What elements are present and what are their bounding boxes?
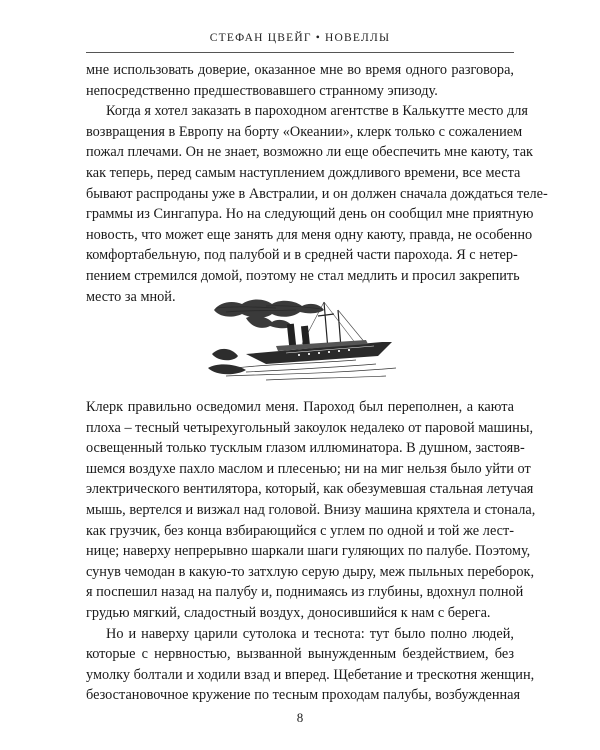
- steamship-illustration: [206, 296, 402, 382]
- text-line: непосредственно предшествовавшего странному эпизоду.: [86, 82, 438, 99]
- text-line: мне использовать доверие, оказанное мне во время одного разговора,: [86, 62, 514, 78]
- running-header: СТЕФАН ЦВЕЙГ • НОВЕЛЛЫ: [209, 32, 391, 44]
- text-line: грудью мягкий, сладостный воздух, доносившийся к нам с берега.: [86, 604, 491, 621]
- text-line: умолку болтали и ходили взад и вперед. Щебетание и трескотня женщин,: [86, 666, 535, 683]
- text-line: новость, что может еще занять для меня одну каюту, правда, не особенно: [86, 226, 533, 243]
- text-line: как теперь, перед самым наступлением дождливого времени, все места: [86, 164, 521, 181]
- text-line: которые с нервностью, вызванной вынужденным бездействием, без: [86, 646, 514, 663]
- text-block-2: [86, 397, 536, 706]
- header-rule: [86, 52, 514, 53]
- text-line: место за мной.: [86, 288, 176, 305]
- text-line: Клерк правильно осведомил меня. Пароход был переполнен, а каюта: [86, 399, 514, 415]
- text-line: комфортабельную, под палубой и в средней части парохода. Я с нетер-: [86, 247, 518, 264]
- text-line: сунув чемодан в какую-то затхлую серую дыру, меж пыльных переборок,: [86, 563, 535, 580]
- page-number: 8: [296, 710, 304, 725]
- text-line: плоха – тесный четырехугольный закоулок недалеко от паровой машины,: [86, 419, 534, 436]
- text-line: граммы из Сингапура. Но на следующий день он сообщил мне приятную: [86, 206, 534, 223]
- text-line: бывают распроданы уже в Австралии, и он должен сначала дождаться теле-: [86, 185, 548, 202]
- text-line: электрического вентилятора, который, как обезумевшая стальная летучая: [86, 481, 534, 498]
- text-line: безостановочное кружение по тесным проходам палубы, возбужденная: [86, 687, 521, 704]
- text-line: шемся воздухе пахло маслом и плесенью; ни на миг нельзя было уйти от: [86, 460, 531, 477]
- text-line: освещенный только тусклым глазом иллюминатора. В душном, застояв-: [86, 440, 525, 457]
- text-line: возвращения в Европу на борту «Океании», клерк только с сожалением: [86, 123, 523, 140]
- text-line: как грузчик, без конца взбирающийся с углем по одной и той же лест-: [86, 522, 514, 539]
- text-line: пожал плечами. Он не знает, возможно ли еще обеспечить мне каюту, так: [86, 144, 533, 161]
- text-block-1: [86, 60, 548, 307]
- text-line: я поспешил назад на палубу и, поднимаясь из глубины, вдохнул полной: [86, 584, 524, 601]
- text-line: пением стремился домой, поэтому не стал медлить и просил закрепить: [86, 267, 520, 284]
- text-line: нице; наверху непрерывно шаркали шаги гуляющих по палубе. Поэтому,: [86, 543, 531, 560]
- paragraph-first-line: Когда я хотел заказать в пароходном агентстве в Калькутте место для: [106, 103, 528, 120]
- paragraph-first-line: Но и наверху царили сутолока и теснота: тут было полно людей,: [106, 625, 514, 642]
- text-line: мышь, вертелся и визжал над головой. Внизу машина кряхтела и стонала,: [86, 501, 536, 518]
